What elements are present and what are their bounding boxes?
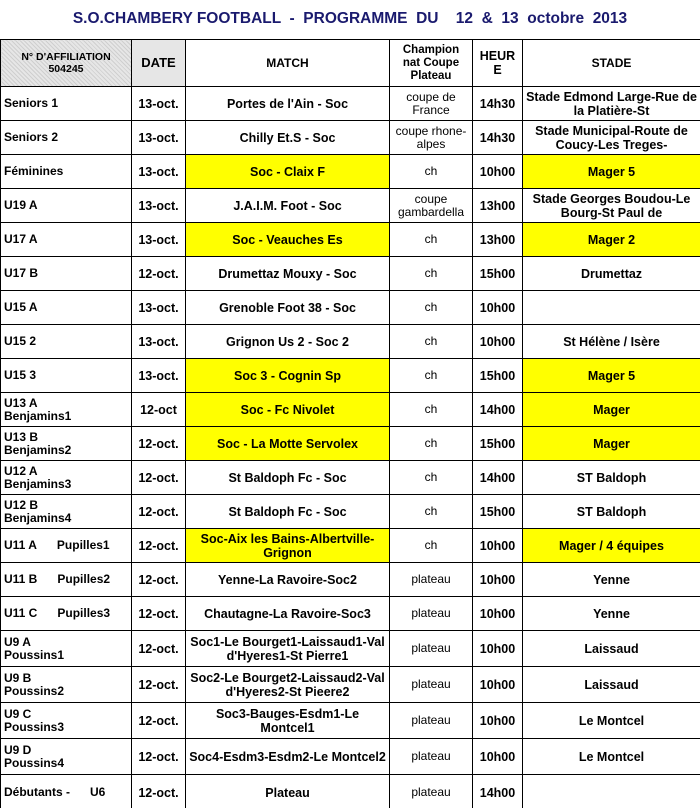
header-heure-line2: E: [493, 63, 502, 77]
match-cell-text: Grignon Us 2 - Soc 2: [226, 334, 349, 349]
table-row: [1, 667, 700, 703]
date-cell: [132, 155, 186, 189]
stadium-cell: [523, 495, 700, 529]
stadium-cell-text: Mager 5: [587, 164, 636, 179]
match-cell: [186, 775, 390, 808]
stadium-cell: [523, 529, 700, 563]
competition-cell: [390, 597, 473, 631]
stadium-cell-text: Laissaud: [584, 677, 639, 692]
category-sublabel: Benjamins2: [4, 442, 72, 457]
time-cell: [473, 495, 523, 529]
date-cell-text: 12-oct.: [138, 641, 179, 656]
competition-cell: [390, 291, 473, 325]
category-label: U17 B: [4, 266, 39, 280]
time-cell: [473, 189, 523, 223]
category-cell: [1, 87, 132, 121]
competition-cell-text: coupe rhone-alpes: [395, 124, 467, 151]
category-cell: [1, 529, 132, 563]
competition-cell-text: plateau: [411, 642, 451, 655]
stadium-cell-text: Le Montcel: [578, 749, 645, 764]
date-cell-text: 12-oct.: [138, 504, 179, 519]
table-row: [1, 631, 700, 667]
category-label: U19 A: [4, 198, 38, 212]
match-cell: [186, 121, 390, 155]
stadium-cell: [523, 223, 700, 257]
date-cell-text: 12-oct: [140, 402, 177, 417]
category-label: U13 A: [4, 395, 38, 410]
table-row: [1, 597, 700, 631]
competition-cell-text: ch: [424, 505, 438, 518]
time-cell: [473, 703, 523, 739]
time-cell: [473, 87, 523, 121]
header-competition: [390, 40, 473, 87]
table-row: [1, 461, 700, 495]
time-cell: [473, 775, 523, 808]
match-cell-text: Chilly Et.S - Soc: [239, 130, 336, 145]
match-cell-text: Soc2-Le Bourget2-Laissaud2-Val d'Hyeres2-St Pieere2: [190, 670, 385, 699]
category-cell: [1, 461, 132, 495]
competition-cell: [390, 461, 473, 495]
date-cell: [132, 739, 186, 775]
time-cell-text: 15h00: [479, 436, 516, 451]
time-cell-text: 14h00: [479, 470, 516, 485]
competition-cell: [390, 775, 473, 808]
category-cell: [1, 495, 132, 529]
category-label: U17 A: [4, 232, 38, 246]
stadium-cell: [523, 189, 700, 223]
match-cell: [186, 667, 390, 703]
category-cell: [1, 703, 132, 739]
date-cell-text: 13-oct.: [138, 334, 179, 349]
match-cell-text: Soc 3 - Cognin Sp: [234, 368, 341, 383]
header-match: MATCH: [186, 40, 390, 87]
category-label: U9 B: [4, 670, 32, 685]
date-cell: [132, 121, 186, 155]
match-cell-text: Drumettaz Mouxy - Soc: [218, 266, 357, 281]
stadium-cell-text: Mager: [593, 436, 630, 451]
date-cell: [132, 597, 186, 631]
category-label: U15 A: [4, 300, 38, 314]
date-cell: [132, 529, 186, 563]
table-row: [1, 223, 700, 257]
date-cell: [132, 775, 186, 808]
competition-cell: [390, 703, 473, 739]
header-competition-line3: Plateau: [410, 69, 452, 82]
date-cell: [132, 563, 186, 597]
stadium-cell-text: Drumettaz: [580, 266, 643, 281]
table-row: [1, 121, 700, 155]
date-cell-text: 13-oct.: [138, 96, 179, 111]
category-label: U12 A: [4, 463, 38, 478]
match-cell-text: Plateau: [265, 785, 310, 800]
stadium-cell-text: Yenne: [593, 572, 630, 587]
time-cell: [473, 325, 523, 359]
competition-cell-text: plateau: [411, 750, 451, 763]
stadium-cell: [523, 461, 700, 495]
table-row: [1, 257, 700, 291]
category-sublabel: Benjamins3: [4, 476, 72, 491]
header-row: [1, 40, 700, 87]
category-label: U15 2: [4, 334, 37, 348]
competition-cell-text: ch: [424, 267, 438, 280]
competition-cell-text: coupe gambardella: [397, 192, 465, 219]
header-date: DATE: [132, 40, 186, 87]
date-cell-text: 12-oct.: [138, 436, 179, 451]
competition-cell: [390, 427, 473, 461]
competition-cell-text: plateau: [411, 786, 451, 799]
date-cell: [132, 461, 186, 495]
match-cell-text: Yenne-La Ravoire-Soc2: [218, 572, 357, 587]
stadium-cell-text: Mager / 4 équipes: [559, 538, 664, 553]
stadium-cell: [523, 121, 700, 155]
header-affiliation-line1: N° D'AFFILIATION: [21, 51, 111, 63]
category-cell: [1, 223, 132, 257]
stadium-cell: [523, 87, 700, 121]
time-cell: [473, 631, 523, 667]
competition-cell-text: coupe de France: [406, 90, 456, 117]
competition-cell: [390, 393, 473, 427]
competition-cell-text: ch: [424, 301, 438, 314]
stadium-cell: [523, 667, 700, 703]
category-label: U11 B: [4, 572, 38, 586]
stadium-cell: [523, 325, 700, 359]
date-cell-text: 12-oct.: [138, 606, 179, 621]
category-sublabel: Benjamins1: [4, 408, 72, 423]
time-cell: [473, 461, 523, 495]
date-cell: [132, 223, 186, 257]
page-title: S.O.CHAMBERY FOOTBALL - PROGRAMME DU 12 & 13 octobre 2013: [72, 10, 628, 27]
category-label: U13 B: [4, 429, 39, 444]
stadium-cell-text: Yenne: [593, 606, 630, 621]
match-cell-text: Grenoble Foot 38 - Soc: [219, 300, 356, 315]
category-cell: [1, 121, 132, 155]
category-cell: [1, 775, 132, 808]
time-cell-text: 10h00: [479, 749, 516, 764]
competition-cell: [390, 359, 473, 393]
stadium-cell-text: ST Baldoph: [576, 504, 647, 519]
date-cell-text: 13-oct.: [138, 198, 179, 213]
match-cell-text: Soc1-Le Bourget1-Laissaud1-Val d'Hyeres1-St Pierre1: [190, 634, 385, 663]
category-sublabel: Poussins4: [4, 755, 65, 770]
category-sublabel: U6: [90, 785, 106, 799]
competition-cell: [390, 223, 473, 257]
date-cell-text: 12-oct.: [138, 677, 179, 692]
schedule-table: [0, 39, 700, 808]
date-cell: [132, 291, 186, 325]
stadium-cell-text: Mager: [593, 402, 630, 417]
stadium-cell-text: Mager 2: [587, 232, 636, 247]
category-label: U9 C: [4, 706, 32, 721]
match-cell-text: Soc - Claix F: [249, 164, 326, 179]
category-sublabel: Pupilles2: [57, 572, 111, 586]
stadium-cell-text: St Hélène / Isère: [563, 334, 660, 349]
category-cell: [1, 667, 132, 703]
category-cell: [1, 739, 132, 775]
time-cell: [473, 223, 523, 257]
competition-cell-text: ch: [424, 165, 438, 178]
header-competition-line2: nat Coupe: [402, 56, 460, 69]
match-cell: [186, 461, 390, 495]
stadium-cell: [523, 291, 700, 325]
category-sublabel: Poussins1: [4, 647, 65, 662]
category-sublabel: Pupilles1: [56, 538, 110, 552]
date-cell-text: 13-oct.: [138, 300, 179, 315]
time-cell-text: 10h00: [479, 641, 516, 656]
category-label: U11 C: [4, 606, 38, 620]
competition-cell: [390, 529, 473, 563]
match-cell-text: Soc - Veauches Es: [232, 232, 343, 247]
time-cell-text: 14h00: [479, 402, 516, 417]
category-cell: [1, 189, 132, 223]
time-cell: [473, 427, 523, 461]
competition-cell-text: ch: [424, 335, 438, 348]
stadium-cell-text: ST Baldoph: [576, 470, 647, 485]
match-cell: [186, 631, 390, 667]
date-cell: [132, 393, 186, 427]
match-cell: [186, 257, 390, 291]
time-cell: [473, 529, 523, 563]
category-cell: [1, 427, 132, 461]
match-cell: [186, 427, 390, 461]
date-cell: [132, 427, 186, 461]
stadium-cell: [523, 155, 700, 189]
category-label: U15 3: [4, 368, 37, 382]
date-cell: [132, 87, 186, 121]
stadium-cell: [523, 427, 700, 461]
match-cell: [186, 155, 390, 189]
table-row: [1, 495, 700, 529]
stadium-cell-text: Le Montcel: [578, 713, 645, 728]
time-cell-text: 10h00: [479, 677, 516, 692]
table-row: [1, 393, 700, 427]
time-cell-text: 15h00: [479, 368, 516, 383]
date-cell: [132, 495, 186, 529]
header-affiliation: [1, 40, 132, 87]
category-cell: [1, 325, 132, 359]
stadium-cell: [523, 393, 700, 427]
date-cell: [132, 631, 186, 667]
header-heure-line1: HEUR: [479, 49, 516, 63]
category-cell: [1, 631, 132, 667]
table-row: [1, 529, 700, 563]
table-row: [1, 739, 700, 775]
header-heure: [473, 40, 523, 87]
time-cell-text: 15h00: [479, 266, 516, 281]
time-cell: [473, 155, 523, 189]
match-cell: [186, 291, 390, 325]
date-cell-text: 13-oct.: [138, 368, 179, 383]
stadium-cell-text: Stade Municipal-Route de Coucy-Les Treges-: [535, 123, 688, 152]
category-cell: [1, 155, 132, 189]
competition-cell-text: plateau: [411, 714, 451, 727]
time-cell: [473, 739, 523, 775]
match-cell: [186, 597, 390, 631]
time-cell: [473, 393, 523, 427]
category-sublabel: Poussins3: [4, 719, 65, 734]
date-cell-text: 12-oct.: [138, 470, 179, 485]
date-cell: [132, 189, 186, 223]
category-sublabel: Poussins2: [4, 683, 65, 698]
stadium-cell: [523, 563, 700, 597]
competition-cell: [390, 563, 473, 597]
date-cell: [132, 325, 186, 359]
header-competition-line1: Champion: [402, 43, 460, 56]
match-cell: [186, 189, 390, 223]
match-cell-text: St Baldoph Fc - Soc: [228, 504, 347, 519]
stadium-cell: [523, 739, 700, 775]
date-cell-text: 13-oct.: [138, 130, 179, 145]
competition-cell: [390, 325, 473, 359]
time-cell: [473, 291, 523, 325]
category-cell: [1, 257, 132, 291]
match-cell-text: J.A.I.M. Foot - Soc: [233, 198, 342, 213]
category-cell: [1, 597, 132, 631]
category-label: U12 B: [4, 497, 39, 512]
competition-cell: [390, 189, 473, 223]
stadium-cell: [523, 703, 700, 739]
time-cell-text: 10h00: [479, 572, 516, 587]
date-cell: [132, 359, 186, 393]
table-row: [1, 563, 700, 597]
competition-cell-text: plateau: [411, 607, 451, 620]
date-cell: [132, 257, 186, 291]
date-cell-text: 13-oct.: [138, 164, 179, 179]
category-cell: [1, 563, 132, 597]
category-label: U11 A: [4, 538, 37, 552]
table-row: [1, 155, 700, 189]
match-cell-text: Soc - La Motte Servolex: [216, 436, 358, 451]
competition-cell: [390, 739, 473, 775]
table-row: [1, 87, 700, 121]
time-cell-text: 14h30: [479, 130, 516, 145]
table-row: [1, 427, 700, 461]
time-cell: [473, 667, 523, 703]
time-cell-text: 10h00: [479, 164, 516, 179]
time-cell-text: 13h00: [479, 198, 516, 213]
category-label: U9 A: [4, 634, 31, 649]
match-cell: [186, 393, 390, 427]
date-cell-text: 12-oct.: [138, 538, 179, 553]
table-row: [1, 325, 700, 359]
match-cell: [186, 739, 390, 775]
category-label: Seniors 1: [4, 96, 59, 110]
competition-cell: [390, 121, 473, 155]
competition-cell-text: ch: [424, 539, 438, 552]
match-cell: [186, 87, 390, 121]
category-label: Débutants -: [4, 785, 70, 799]
category-cell: [1, 393, 132, 427]
category-label: U9 D: [4, 742, 32, 757]
stadium-cell-text: Laissaud: [584, 641, 639, 656]
date-cell-text: 12-oct.: [138, 713, 179, 728]
match-cell-text: Soc3-Bauges-Esdm1-Le Montcel1: [215, 706, 360, 735]
table-row: [1, 291, 700, 325]
date-cell-text: 13-oct.: [138, 232, 179, 247]
stadium-cell: [523, 257, 700, 291]
match-cell-text: Chautagne-La Ravoire-Soc3: [204, 606, 371, 621]
competition-cell: [390, 631, 473, 667]
match-cell-text: St Baldoph Fc - Soc: [228, 470, 347, 485]
date-cell-text: 12-oct.: [138, 749, 179, 764]
time-cell-text: 10h00: [479, 713, 516, 728]
header-affiliation-line2: 504245: [48, 63, 84, 75]
competition-cell-text: plateau: [411, 573, 451, 586]
stadium-cell: [523, 359, 700, 393]
category-label: Féminines: [4, 164, 64, 178]
competition-cell: [390, 257, 473, 291]
match-cell: [186, 529, 390, 563]
time-cell: [473, 563, 523, 597]
table-row: [1, 189, 700, 223]
time-cell: [473, 359, 523, 393]
stadium-cell: [523, 597, 700, 631]
category-sublabel: Pupilles3: [57, 606, 111, 620]
time-cell: [473, 257, 523, 291]
category-cell: [1, 359, 132, 393]
time-cell-text: 10h00: [479, 538, 516, 553]
competition-cell-text: ch: [424, 437, 438, 450]
competition-cell-text: ch: [424, 471, 438, 484]
match-cell: [186, 223, 390, 257]
header-stade: STADE: [523, 40, 700, 87]
match-cell-text: Soc - Fc Nivolet: [240, 402, 335, 417]
match-cell: [186, 703, 390, 739]
date-cell-text: 12-oct.: [138, 266, 179, 281]
date-cell-text: 12-oct.: [138, 572, 179, 587]
stadium-cell: [523, 775, 700, 808]
time-cell-text: 14h30: [479, 96, 516, 111]
stadium-cell-text: Stade Georges Boudou-Le Bourg-St Paul de: [532, 191, 691, 220]
match-cell-text: Portes de l'Ain - Soc: [226, 96, 349, 111]
match-cell: [186, 563, 390, 597]
time-cell-text: 14h00: [479, 785, 516, 800]
time-cell-text: 15h00: [479, 504, 516, 519]
stadium-cell: [523, 631, 700, 667]
time-cell-text: 10h00: [479, 606, 516, 621]
competition-cell: [390, 155, 473, 189]
competition-cell: [390, 667, 473, 703]
competition-cell: [390, 87, 473, 121]
date-cell: [132, 667, 186, 703]
competition-cell-text: ch: [424, 403, 438, 416]
match-cell: [186, 495, 390, 529]
competition-cell: [390, 495, 473, 529]
table-row: [1, 775, 700, 808]
time-cell-text: 10h00: [479, 300, 516, 315]
match-cell: [186, 325, 390, 359]
table-row: [1, 703, 700, 739]
competition-cell-text: plateau: [411, 678, 451, 691]
category-cell: [1, 291, 132, 325]
time-cell: [473, 597, 523, 631]
competition-cell-text: ch: [424, 369, 438, 382]
competition-cell-text: ch: [424, 233, 438, 246]
category-sublabel: Benjamins4: [4, 510, 72, 525]
category-label: Seniors 2: [4, 130, 59, 144]
stadium-cell-text: Stade Edmond Large-Rue de la Platière-St: [526, 89, 697, 118]
time-cell: [473, 121, 523, 155]
match-cell-text: Soc4-Esdm3-Esdm2-Le Montcel2: [189, 749, 386, 764]
date-cell: [132, 703, 186, 739]
date-cell-text: 12-oct.: [138, 785, 179, 800]
time-cell-text: 10h00: [479, 334, 516, 349]
table-row: [1, 359, 700, 393]
match-cell: [186, 359, 390, 393]
match-cell-text: Soc-Aix les Bains-Albertville-Grignon: [200, 531, 375, 560]
stadium-cell-text: Mager 5: [587, 368, 636, 383]
time-cell-text: 13h00: [479, 232, 516, 247]
